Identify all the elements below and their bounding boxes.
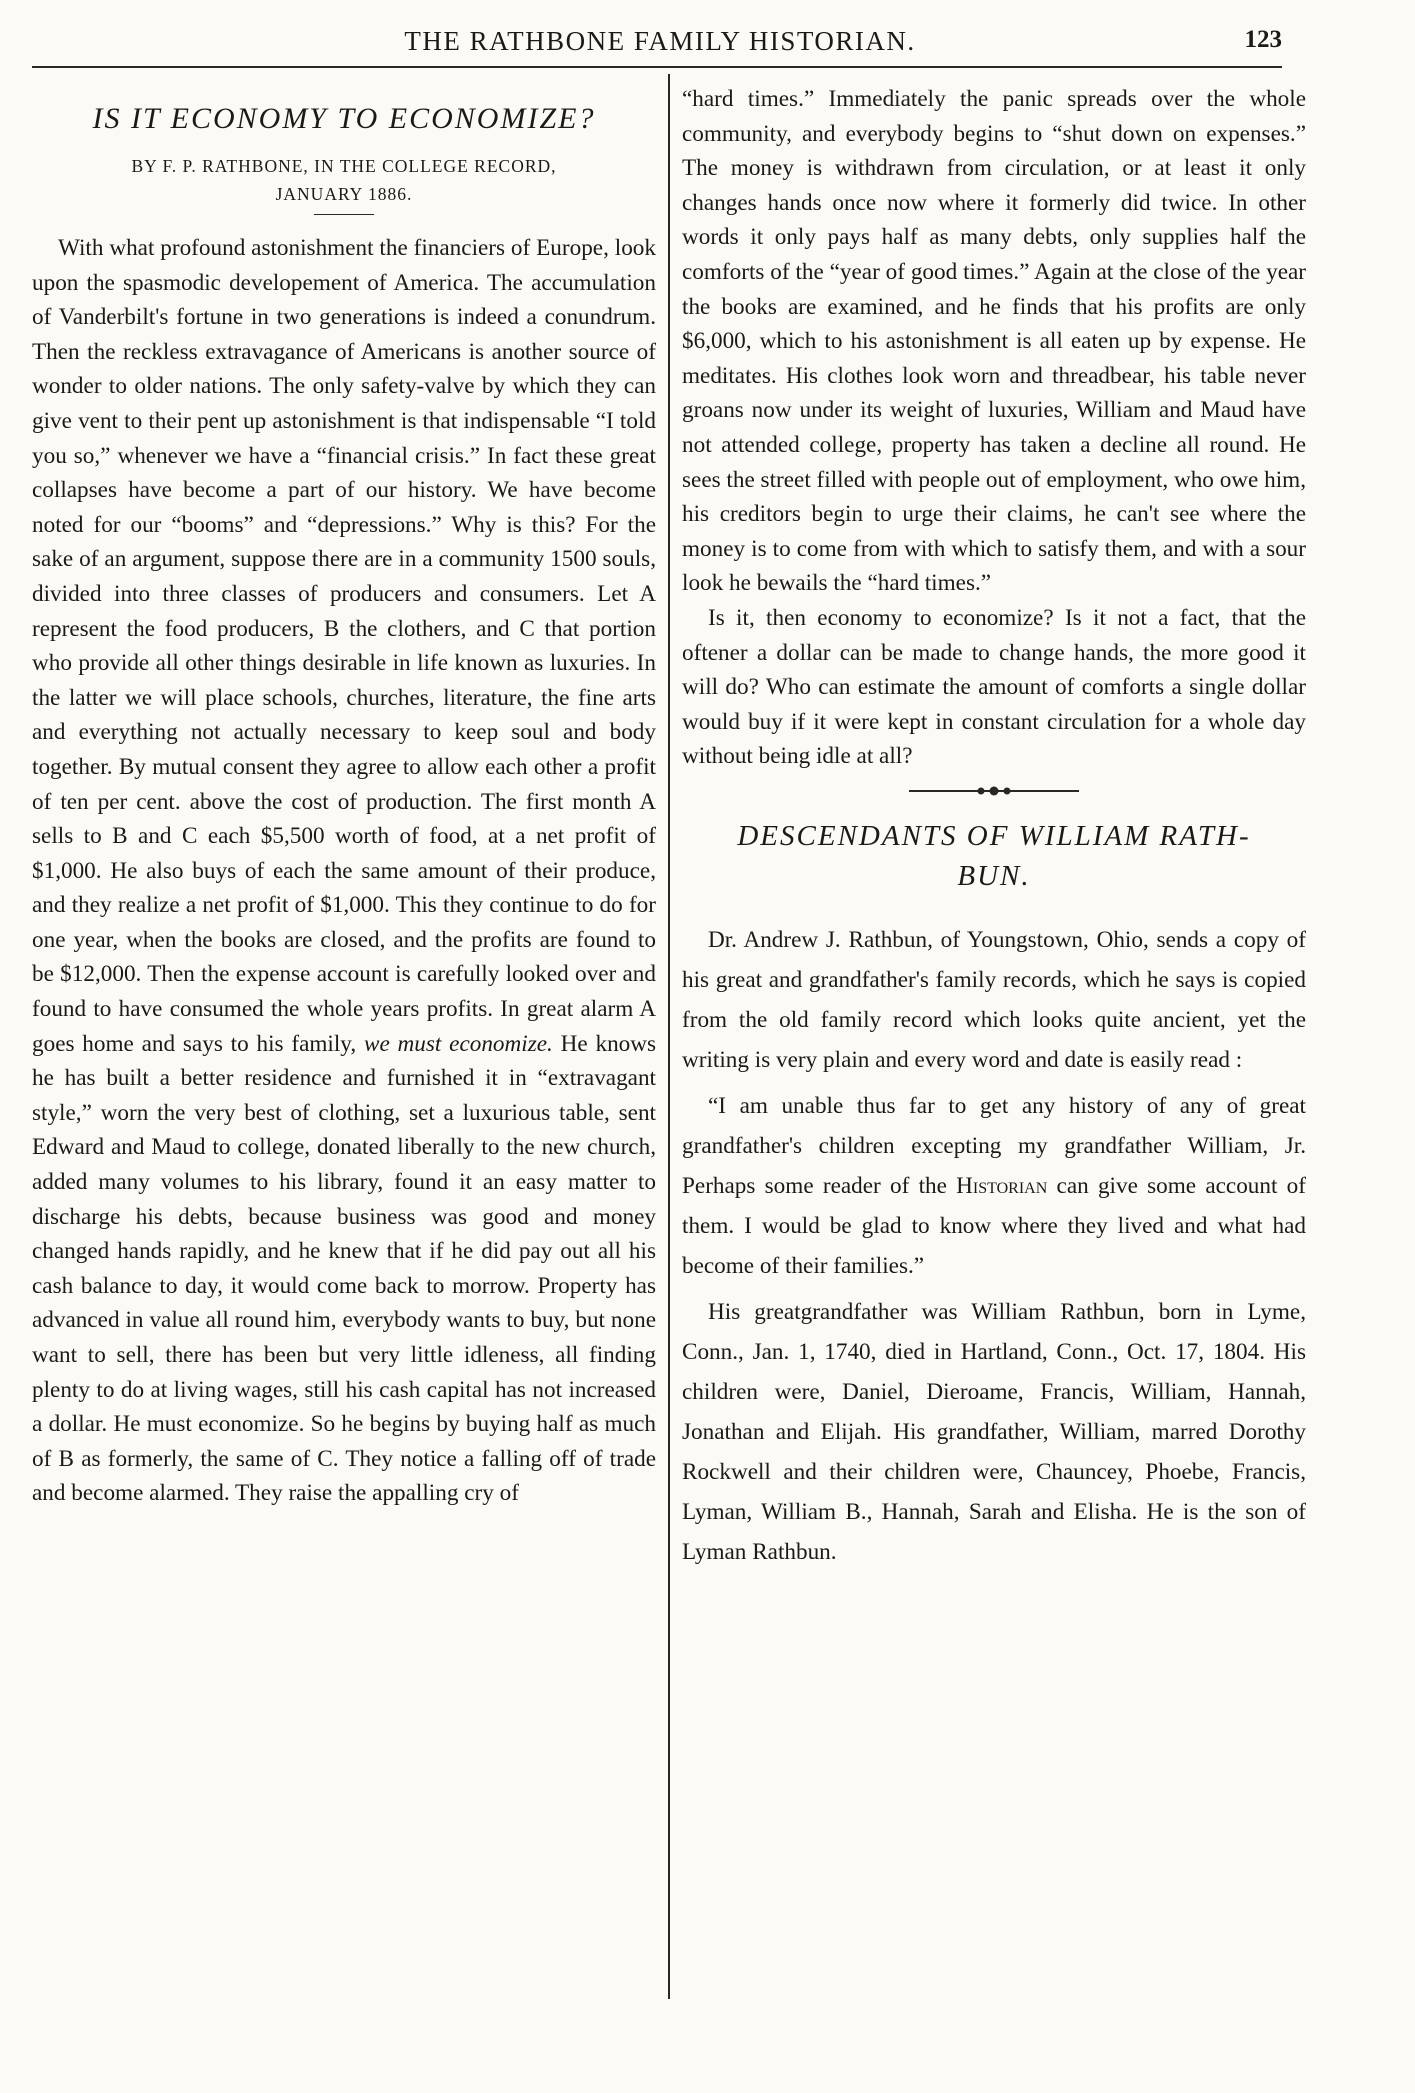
article-paragraph: Dr. Andrew J. Rathbun, of Youngstown, Ohio, sends a copy of his great and grandfather's family records, which he says is copied from the old family record which looks quite ancient, yet the writing is very plain and every word and date is easily read :	[682, 926, 1306, 1073]
column-rule	[668, 74, 670, 1999]
ornament-divider	[909, 784, 1079, 798]
byline	[32, 152, 656, 208]
title-line-2: BUN.	[957, 859, 1031, 892]
article-paragraph-continued: “hard times.” Immediately the panic spreads over the whole community, and everybody begins to “shut down on expenses.” The money is withdrawn from circulation, or at least it only changes hands once now where it formerly did twice. In other words it only pays half as many debts, only supplies half the comforts of the “year of good times.” Again at the close of the year the books are examined, and he finds that his profits are only $6,000, which to his astonishment is all eaten up by expense. He meditates. His clothes look worn and threadbear, his table never groans now under its weight of luxuries, William and Maud have not attended college, property has taken a decline all round. He sees the street filled with people out of employment, who owe him, his creditors begin to urge their claims, he can't see where the money is to come from with which to satisfy them, and with a sour look he bewails the “hard times.”	[682, 86, 1306, 597]
paragraph-text: “I am unable thus far to get any history of any of great grandfather's children excepting my grandfather William, Jr. Perhaps some reader of the	[682, 1092, 1306, 1199]
paragraph-text: can give some account of them. I would be glad to know where they lived and what had become of their families.”	[682, 1172, 1306, 1279]
header-rule	[32, 66, 1282, 68]
title-rule	[314, 214, 374, 215]
title-line-1: DESCENDANTS OF WILLIAM RATH-	[737, 819, 1251, 852]
emphasized-text: we must economize.	[363, 1030, 553, 1057]
article-paragraph: Is it, then economy to economize? Is it not a fact, that the oftener a dollar can be made to change hands, the more good it will do? Who can estimate the amount of comforts a single dollar would buy if it were kept in constant circulation for a whole day without being idle at all?	[682, 604, 1306, 770]
paragraph-text: With what profound astonishment the financiers of Europe, look upon the spasmodic developement of America. The accumulation of Vanderbilt's fortune in two generations is indeed a conundrum. Then the reckless extravagance of Americans is another source of wonder to older nations. The only safety-valve by which they can give vent to their pent up astonishment is that indispensable “I told you so,” whenever we have a “financial crisis.” In fact these great collapses have become a part of our history. We have become noted for our “booms” and “depressions.” Why is this? For the sake of an argument, suppose there are in a community 1500 souls, divided into three classes of producers and consumers. Let A represent the food producers, B the clothers, and C that portion who provide all other things desirable in life known as luxuries. In the latter we will place schools, churches, literature, the fine arts and everything not actually necessary to keep soul and body together. By mutual consent they agree to allow each other a profit of ten per cent. above the cost of production. The first month A sells to B and C each $5,500 worth of food, at a net profit of $1,000. He also buys of each the same amount of their produce, and they realize a net profit of $1,000. This they continue to do for one year, when the books are closed, and the profits are found to be $12,000. Then the expense account is carefully looked over and found to have consumed the whole years profits. In great alarm A goes home and says to his family,	[32, 235, 656, 1057]
right-column	[682, 82, 1306, 1578]
article-body	[682, 920, 1306, 1572]
page-number: 123	[1244, 26, 1282, 53]
left-column	[32, 82, 656, 1511]
paragraph-text: He knows he has built a better residence and furnished it in “extravagant style,” worn the very best of clothing, set a luxurious table, sent Edward and Maud to college, donated liberally to the new church, added many volumes to his library, found it an easy matter to discharge his debts, because business was good and money changed hands rapidly, and he knew that if he did pay out all his cash balance to day, it would come back to morrow. Property has advanced in value all round him, everybody wants to buy, but none want to sell, there has been but very little idleness, all finding plenty to do at living wages, still his cash capital has not increased a dollar. He must economize. So he begins by buying half as much of B as formerly, the same of C. They notice a falling off of trade and become alarmed. They raise the appalling cry of	[32, 1030, 657, 1507]
article-paragraph	[32, 231, 656, 1511]
article-title: IS IT ECONOMY TO ECONOMIZE?	[92, 102, 596, 135]
byline-line-2: JANUARY 1886.	[275, 184, 413, 204]
article-title	[682, 816, 1306, 896]
quote-paragraph	[682, 1086, 1306, 1286]
byline-line-1: BY F. P. RATHBONE, IN THE COLLEGE RECORD,	[131, 156, 557, 176]
running-title: THE RATHBONE FAMILY HISTORIAN.	[404, 26, 916, 56]
page-header	[30, 22, 1290, 62]
article-paragraph: His greatgrandfather was William Rathbun, born in Lyme, Conn., Jan. 1, 1740, died in Hartland, Conn., Oct. 17, 1804. His children were, Daniel, Dieroame, Francis, William, Hannah, Jonathan and Elijah. His grandfather, William, marred Dorothy Rockwell and their children were, Chauncey, Phoebe, Francis, Lyman, William B., Hannah, Sarah and Elisha. He is the son of Lyman Rathbun.	[682, 1298, 1306, 1565]
small-caps-text: Historian	[956, 1172, 1048, 1199]
